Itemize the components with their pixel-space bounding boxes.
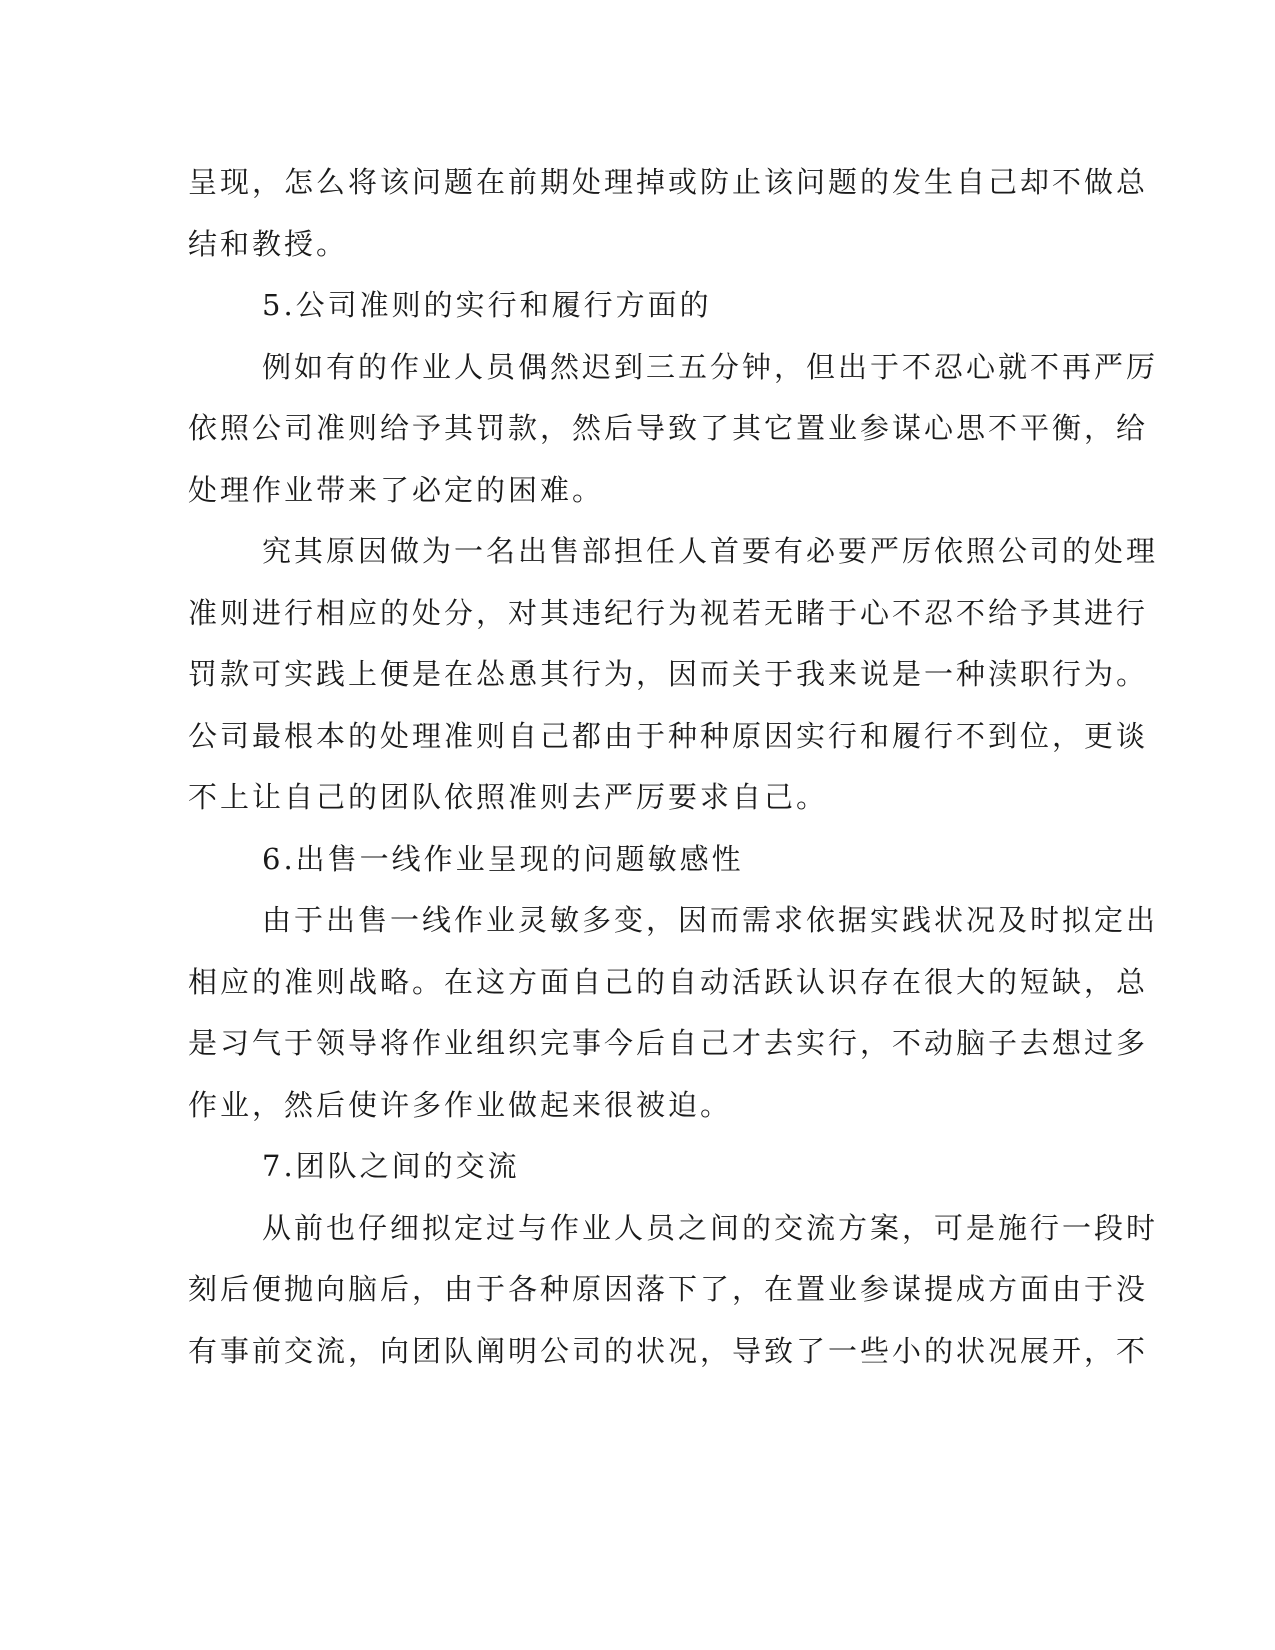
text-line: 从前也仔细拟定过与作业人员之间的交流方案，可是施行一段时 — [262, 1210, 1159, 1245]
text-line: 究其原因做为一名出售部担任人首要有必要严厉依照公司的处理 — [262, 534, 1159, 568]
document-body — [188, 152, 1159, 1382]
text-line: 呈现，怎么将该问题在前期处理掉或防止该问题的发生自己却不做总 — [188, 165, 1149, 199]
section-heading-6: 6.出售一线作业呈现的问题敏感性 — [262, 841, 744, 876]
text-line: 罚款可实践上便是在怂恿其行为，因而关于我来说是一种渎职行为。 — [188, 657, 1149, 691]
section-heading-5: 5.公司准则的实行和履行方面的 — [262, 288, 712, 322]
text-line: 刻后便抛向脑后，由于各种原因落下了，在置业参谋提成方面由于没 — [188, 1272, 1149, 1306]
text-line: 有事前交流，向团队阐明公司的状况，导致了一些小的状况展开，不 — [188, 1333, 1149, 1368]
text-line: 公司最根本的处理准则自己都由于种种原因实行和履行不到位，更谈 — [188, 718, 1149, 753]
text-line: 结和教授。 — [188, 226, 349, 261]
text-line: 准则进行相应的处分，对其违纪行为视若无睹于心不忍不给予其进行 — [188, 595, 1149, 630]
text-line: 是习气于领导将作业组织完事今后自己才去实行，不动脑子去想过多 — [188, 1026, 1149, 1060]
text-line: 由于出售一线作业灵敏多变，因而需求依据实践状况及时拟定出 — [262, 903, 1159, 937]
text-line: 作业，然后使许多作业做起来很被迫。 — [188, 1087, 733, 1122]
text-line: 不上让自己的团队依照准则去严厉要求自己。 — [188, 780, 829, 814]
text-line: 例如有的作业人员偶然迟到三五分钟，但出于不忍心就不再严厉 — [262, 349, 1159, 384]
section-heading-7: 7.团队之间的交流 — [262, 1149, 520, 1183]
text-line: 依照公司准则给予其罚款，然后导致了其它置业参谋心思不平衡，给 — [188, 411, 1149, 445]
text-line: 处理作业带来了必定的困难。 — [188, 472, 605, 507]
text-line: 相应的准则战略。在这方面自己的自动活跃认识存在很大的短缺，总 — [188, 964, 1149, 999]
